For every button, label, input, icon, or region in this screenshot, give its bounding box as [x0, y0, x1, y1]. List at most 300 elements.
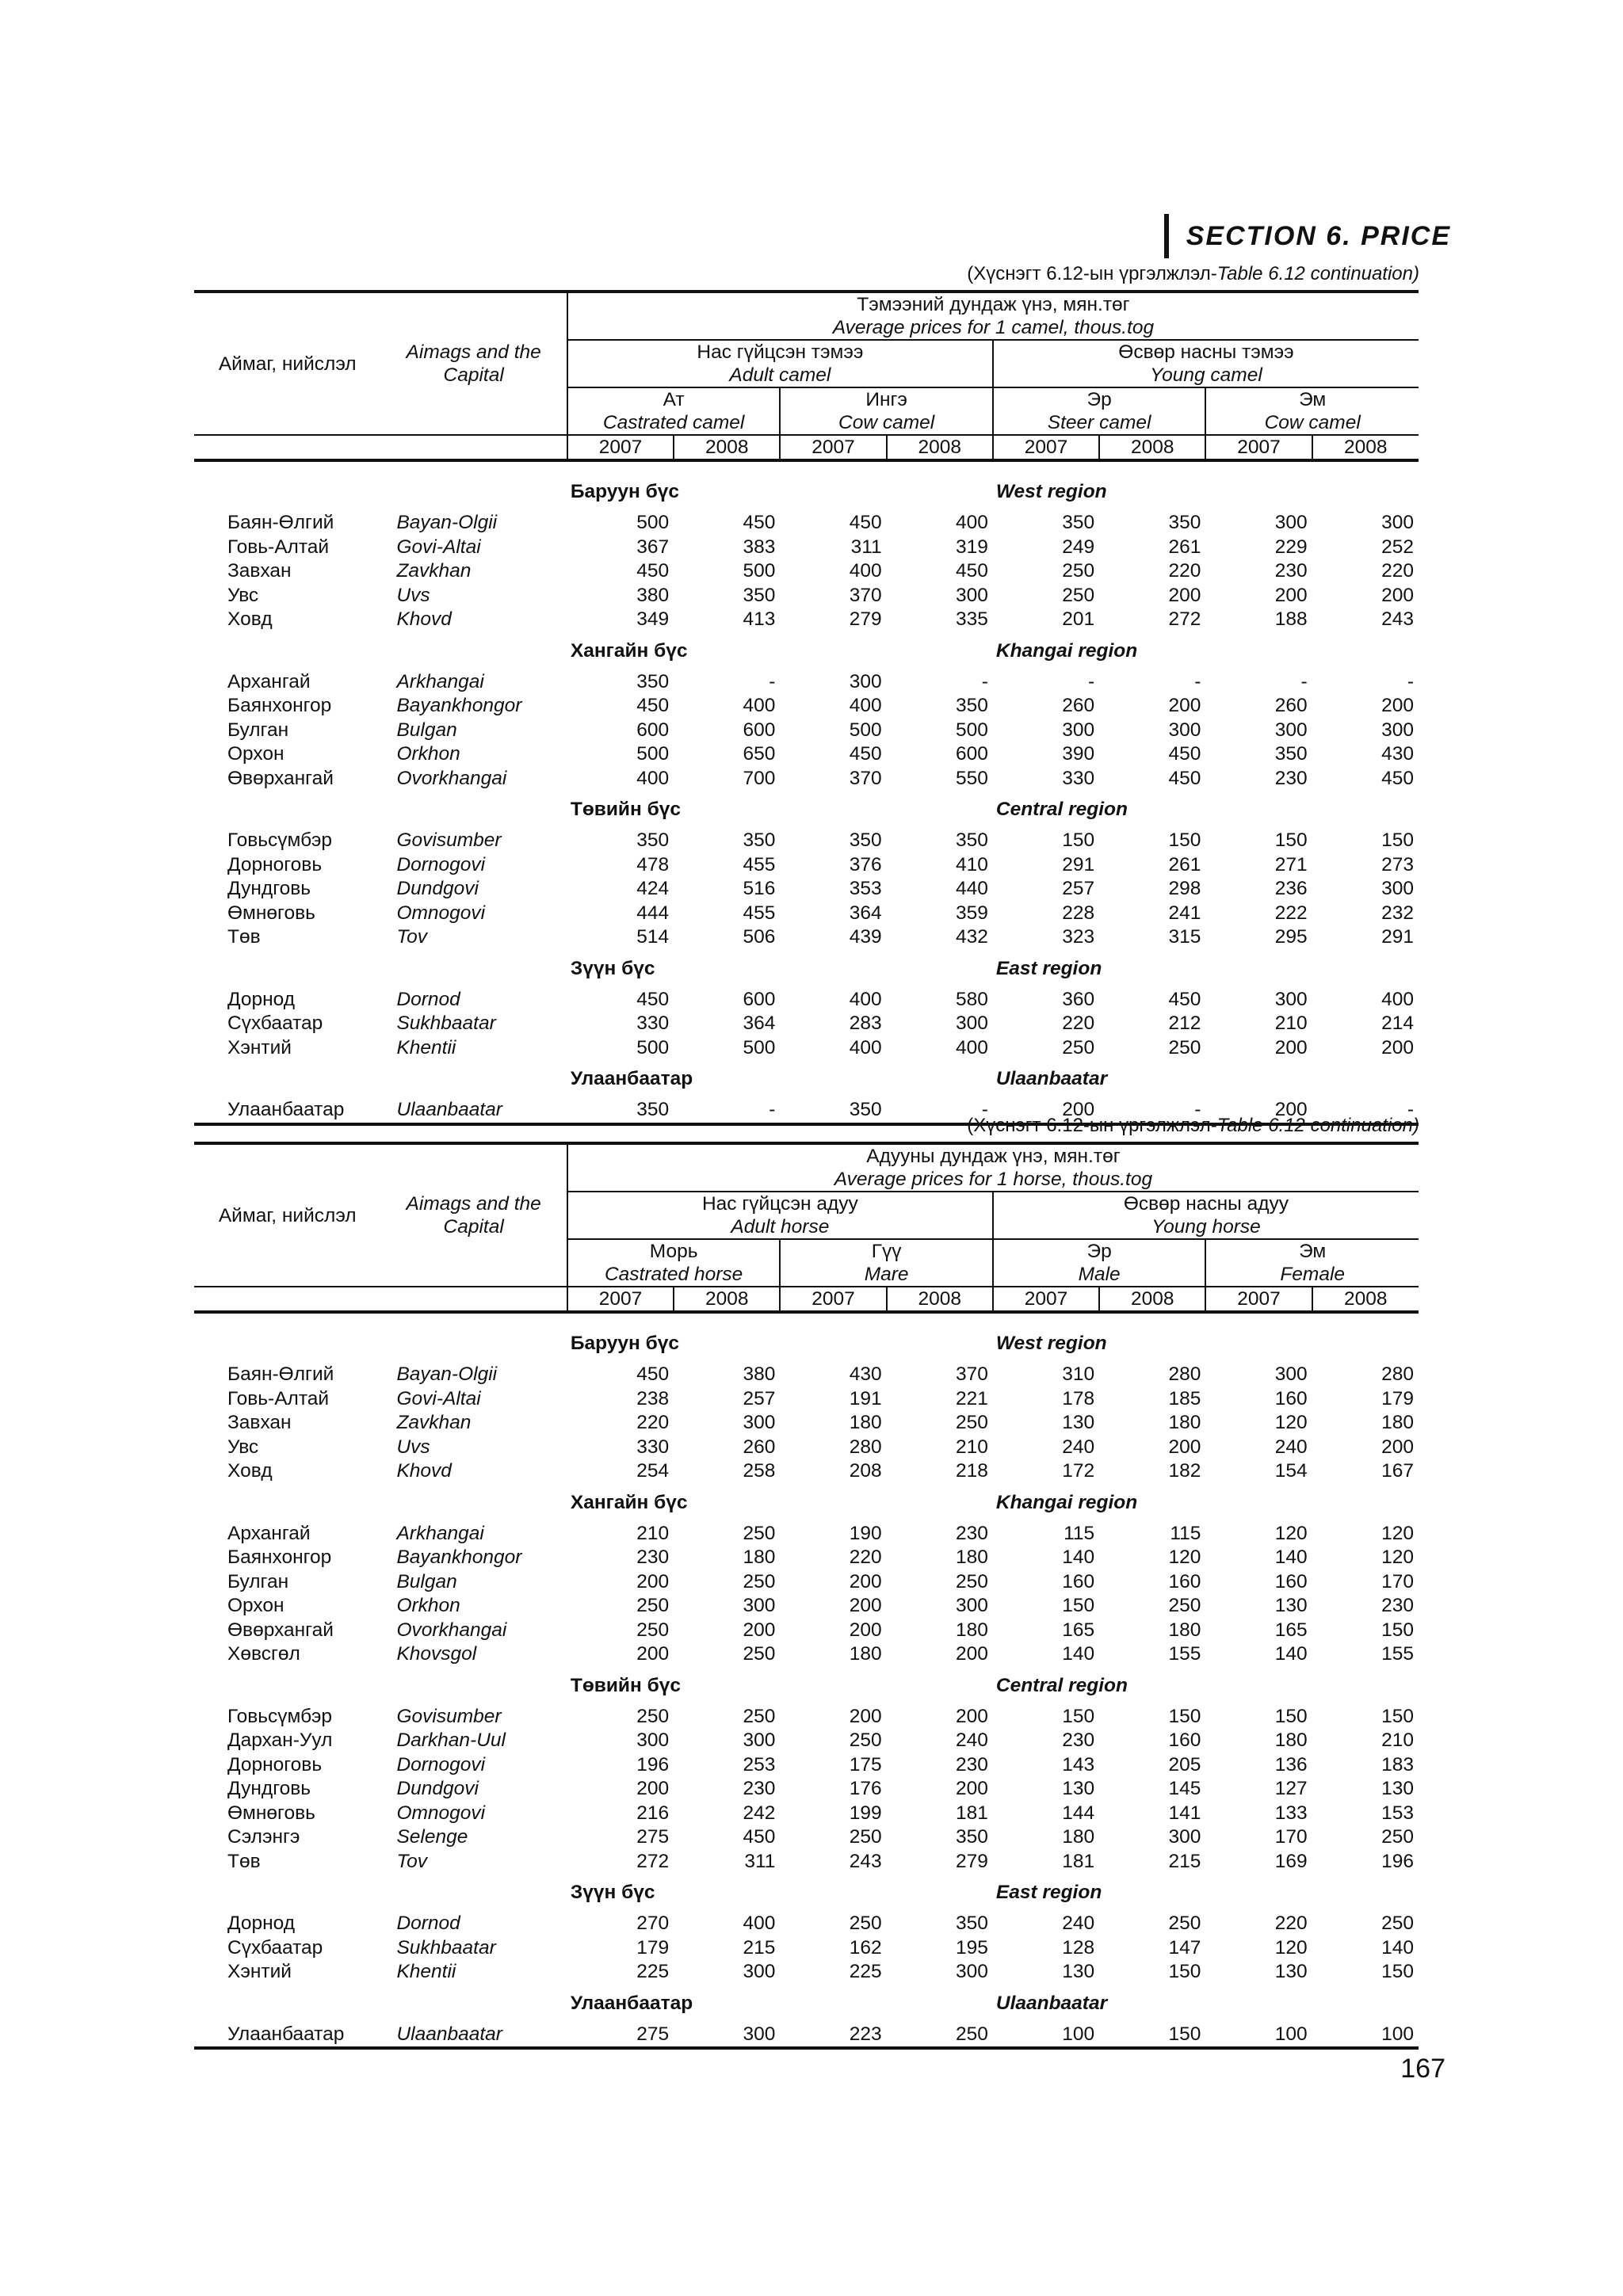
aimag-name-en: Khovsgol: [396, 1643, 477, 1665]
price-cell: -: [1312, 1098, 1419, 1124]
price-cell: 236: [1274, 878, 1308, 899]
price-cell: 310: [1062, 1363, 1095, 1385]
price-cell: 450: [955, 560, 988, 582]
price-cell: 410: [955, 853, 988, 875]
price-cell: 350: [955, 1913, 988, 1934]
price-cell: 225: [636, 1961, 670, 1982]
table-row: [194, 1619, 1419, 1643]
price-cell: 180: [955, 1547, 988, 1568]
price-cell: 253: [743, 1753, 776, 1775]
aimag-name-mn: Говь-Алтай: [227, 536, 330, 558]
year-header: 2008: [887, 435, 993, 460]
price-cell: 500: [743, 560, 776, 582]
region-row: [194, 791, 1419, 829]
price-cell: 600: [743, 988, 776, 1010]
year-header: 2008: [674, 1287, 780, 1312]
price-cell: 150: [1168, 830, 1201, 851]
sub-header-mn: Эм: [1205, 1239, 1419, 1263]
price-cell: 150: [1381, 1619, 1414, 1641]
aimag-name-mn: Увс: [227, 1436, 259, 1458]
price-cell: 550: [955, 767, 988, 789]
price-cell: 350: [1062, 512, 1095, 533]
price-cell: 150: [1274, 1705, 1308, 1727]
price-cell: 153: [1381, 1802, 1414, 1824]
price-cell: 170: [1274, 1826, 1308, 1848]
price-cell: 185: [1168, 1387, 1201, 1409]
aimag-mn-header: Аймаг, нийслэл: [194, 1143, 380, 1287]
price-cell: 450: [636, 1363, 670, 1385]
caption-mn: (Хүснэгт 6.12-ын үргэлжлэл-: [967, 263, 1217, 284]
price-cell: 200: [849, 1570, 882, 1592]
price-cell: 130: [1381, 1778, 1414, 1799]
price-cell: 291: [1381, 926, 1414, 948]
price-cell: 280: [1381, 1363, 1414, 1385]
aimag-name-mn: Говьсүмбэр: [227, 1705, 332, 1727]
price-cell: -: [887, 1098, 993, 1124]
aimag-name-en: Orkhon: [396, 1595, 460, 1616]
price-cell: 199: [849, 1802, 882, 1824]
aimag-name-en: Uvs: [396, 584, 430, 606]
aimag-name-en: Ulaanbaatar: [380, 2023, 567, 2049]
year-header: 2007: [1205, 435, 1312, 460]
price-cell: 275: [636, 1826, 670, 1848]
price-cell: 240: [1274, 1436, 1308, 1458]
price-cell: 215: [1168, 1850, 1201, 1872]
price-cell: 188: [1274, 608, 1308, 630]
aimag-name-mn: Завхан: [227, 560, 292, 582]
region-name-mn: Зүүн бүс: [570, 1882, 655, 1903]
price-cell: 300: [955, 1013, 988, 1034]
price-cell: 260: [743, 1436, 776, 1458]
aimag-name-mn: Баянхонгор: [227, 695, 332, 716]
price-cell: 155: [1381, 1643, 1414, 1665]
price-cell: 275: [567, 2023, 674, 2049]
price-cell: 250: [955, 1412, 988, 1433]
price-cell: 222: [1274, 902, 1308, 924]
price-cell: 250: [1381, 1826, 1414, 1848]
price-cell: 229: [1274, 536, 1308, 558]
price-cell: 165: [1274, 1619, 1308, 1641]
price-cell: -: [1407, 670, 1414, 692]
price-cell: 100: [1205, 2023, 1312, 2049]
price-cell: 260: [1062, 695, 1095, 716]
table-row: [194, 1459, 1419, 1484]
price-cell: 273: [1381, 853, 1414, 875]
price-cell: 220: [1274, 1913, 1308, 1934]
aimag-name-en: Govisumber: [396, 1705, 502, 1727]
sub-header-mn: Ингэ: [780, 387, 993, 411]
aimag-name-en: Khentii: [396, 1961, 456, 1982]
table-row: [194, 608, 1419, 632]
table-row: [194, 2023, 1419, 2049]
price-cell: 220: [849, 1547, 882, 1568]
price-cell: 440: [955, 878, 988, 899]
price-cell: 230: [743, 1778, 776, 1799]
group-young-en: Young camel: [993, 364, 1419, 387]
price-cell: 180: [743, 1547, 776, 1568]
aimag-name-mn: Булган: [227, 719, 289, 741]
aimag-name-mn: Говь-Алтай: [227, 1387, 330, 1409]
table-row: [194, 853, 1419, 878]
table-row: [194, 536, 1419, 560]
price-cell: 130: [1062, 1412, 1095, 1433]
price-cell: 100: [993, 2023, 1099, 2049]
region-name-en: East region: [995, 957, 1102, 979]
price-cell: 240: [1062, 1913, 1095, 1934]
price-cell: 514: [636, 926, 670, 948]
price-cell: 243: [849, 1850, 882, 1872]
price-cell: 300: [1381, 878, 1414, 899]
price-cell: 218: [955, 1460, 988, 1482]
price-cell: 300: [1381, 719, 1414, 741]
aimag-name-mn: Ховд: [227, 608, 273, 630]
price-cell: 179: [636, 1936, 670, 1958]
price-cell: 400: [955, 1036, 988, 1058]
aimag-name-mn: Дорнод: [227, 1913, 296, 1934]
price-cell: 150: [1381, 830, 1414, 851]
price-cell: 400: [849, 695, 882, 716]
price-cell: 228: [1062, 902, 1095, 924]
aimag-name-mn: Завхан: [227, 1412, 292, 1433]
aimag-name-en: Zavkhan: [396, 1412, 472, 1433]
aimag-name-en: Bayankhongor: [396, 1547, 522, 1568]
price-cell: 130: [1274, 1961, 1308, 1982]
year-header: 2007: [993, 435, 1099, 460]
year-header: 2008: [1099, 435, 1205, 460]
price-cell: 250: [1062, 1036, 1095, 1058]
table-caption-2: [967, 1115, 1419, 1137]
price-cell: 180: [1381, 1412, 1414, 1433]
price-cell: 201: [1062, 608, 1095, 630]
region-row: [194, 1985, 1419, 2023]
table-row: [194, 511, 1419, 536]
price-cell: 430: [849, 1363, 882, 1385]
price-cell: 500: [955, 719, 988, 741]
title-mn: Адууны дундаж үнэ, мян.төг: [567, 1143, 1419, 1168]
price-cell: 258: [743, 1460, 776, 1482]
table-row: [194, 1850, 1419, 1875]
aimag-name-en: Ulaanbaatar: [380, 1098, 567, 1124]
price-cell: 140: [1062, 1643, 1095, 1665]
price-cell: 200: [1168, 584, 1201, 606]
price-cell: 359: [955, 902, 988, 924]
price-cell: 250: [849, 1826, 882, 1848]
title-en: Average prices for 1 horse, thous.tog: [567, 1168, 1419, 1192]
price-cell: 130: [1062, 1778, 1095, 1799]
table-row: [194, 1753, 1419, 1778]
price-cell: 154: [1274, 1460, 1308, 1482]
price-cell: 250: [636, 1705, 670, 1727]
price-cell: 141: [1168, 1802, 1201, 1824]
aimag-name-mn: Дундговь: [227, 1778, 311, 1799]
price-cell: 300: [674, 2023, 780, 2049]
region-row: [194, 1667, 1419, 1705]
price-cell: 128: [1062, 1936, 1095, 1958]
price-cell: 600: [743, 719, 776, 741]
price-cell: 380: [743, 1363, 776, 1385]
price-cell: 220: [636, 1412, 670, 1433]
aimag-name-mn: Төв: [227, 926, 261, 948]
price-cell: 280: [1168, 1363, 1201, 1385]
sub-header-en: Mare: [780, 1263, 993, 1287]
price-cell: 250: [743, 1570, 776, 1592]
table-row: [194, 742, 1419, 767]
sub-header-en: Castrated horse: [567, 1263, 781, 1287]
price-cell: 279: [849, 608, 882, 630]
price-cell: 350: [955, 695, 988, 716]
year-header: 2008: [1099, 1287, 1205, 1312]
price-cell: -: [1194, 670, 1201, 692]
aimag-name-en: Bayan-Olgii: [396, 512, 498, 533]
price-cell: 200: [636, 1570, 670, 1592]
aimag-name-en: Bulgan: [396, 1570, 457, 1592]
price-cell: 181: [1062, 1850, 1095, 1872]
price-cell: 250: [1168, 1595, 1201, 1616]
price-cell: 257: [1062, 878, 1095, 899]
region-name-en: West region: [995, 1333, 1107, 1354]
year-header: 2008: [674, 435, 780, 460]
price-cell: 230: [636, 1547, 670, 1568]
price-cell: 220: [1381, 560, 1414, 582]
year-header: 2007: [780, 1287, 886, 1312]
price-cell: 195: [955, 1936, 988, 1958]
price-cell: 210: [955, 1436, 988, 1458]
price-cell: 230: [955, 1753, 988, 1775]
aimag-name-en: Darkhan-Uul: [396, 1730, 506, 1751]
price-cell: 200: [636, 1643, 670, 1665]
price-cell: 250: [743, 1705, 776, 1727]
year-header: 2008: [887, 1287, 993, 1312]
price-cell: 257: [743, 1387, 776, 1409]
price-cell: 413: [743, 608, 776, 630]
price-cell: 506: [743, 926, 776, 948]
price-cell: 196: [636, 1753, 670, 1775]
sub-header-en: Castrated camel: [567, 411, 781, 435]
price-cell: 120: [1381, 1522, 1414, 1544]
price-cell: -: [981, 670, 988, 692]
price-cell: 300: [1274, 719, 1308, 741]
price-cell: 120: [1274, 1936, 1308, 1958]
aimag-name-en: Bayankhongor: [396, 695, 522, 716]
price-cell: 200: [955, 1778, 988, 1799]
aimag-name-mn: Хөвсгөл: [227, 1643, 300, 1665]
price-cell: 190: [849, 1522, 882, 1544]
aimag-name-en: Khovd: [396, 608, 452, 630]
price-cell: 180: [1274, 1730, 1308, 1751]
price-cell: 400: [849, 560, 882, 582]
price-cell: 500: [636, 512, 670, 533]
price-cell: 300: [955, 584, 988, 606]
aimag-name-en: Sukhbaatar: [396, 1936, 496, 1958]
price-cell: 200: [1274, 1036, 1308, 1058]
price-cell: 240: [1062, 1436, 1095, 1458]
aimag-name-mn: Сүхбаатар: [227, 1936, 323, 1958]
price-cell: 516: [743, 878, 776, 899]
aimag-name-mn: Сүхбаатар: [227, 1013, 323, 1034]
price-cell: 350: [1168, 512, 1201, 533]
price-cell: 169: [1274, 1850, 1308, 1872]
aimag-name-mn: Улаанбаатар: [194, 2023, 380, 2049]
region-name-mn: Зүүн бүс: [570, 957, 655, 979]
price-cell: 145: [1168, 1778, 1201, 1799]
price-cell: 349: [636, 608, 670, 630]
price-cell: 250: [636, 1619, 670, 1641]
price-cell: 298: [1168, 878, 1201, 899]
price-cell: 150: [1381, 1705, 1414, 1727]
aimag-name-en: Govi-Altai: [396, 536, 481, 558]
group-young-en: Young horse: [993, 1215, 1419, 1239]
aimag-name-en: Dornogovi: [396, 853, 486, 875]
price-cell: 350: [636, 830, 670, 851]
price-cell: 100: [1312, 2023, 1419, 2049]
aimag-name-mn: Улаанбаатар: [194, 1098, 380, 1124]
table-row: [194, 1411, 1419, 1436]
table-row: [194, 1777, 1419, 1802]
price-cell: 350: [743, 830, 776, 851]
price-cell: 455: [743, 902, 776, 924]
price-cell: 150: [1062, 830, 1095, 851]
price-cell: 230: [1274, 767, 1308, 789]
price-cell: 450: [636, 560, 670, 582]
price-cell: 450: [743, 1826, 776, 1848]
price-cell: 210: [1274, 1013, 1308, 1034]
aimag-name-en: Govisumber: [396, 830, 502, 851]
price-cell: 271: [1274, 853, 1308, 875]
sub-header-en: Steer camel: [993, 411, 1206, 435]
price-cell: 279: [955, 1850, 988, 1872]
price-cell: 272: [1168, 608, 1201, 630]
section-header: [1164, 214, 1451, 258]
header-bar: [1164, 214, 1169, 258]
aimag-name-mn: Увс: [227, 584, 259, 606]
price-cell: 439: [849, 926, 882, 948]
year-header: 2007: [567, 1287, 674, 1312]
aimag-name-mn: Архангай: [227, 1522, 311, 1544]
price-cell: 450: [1381, 767, 1414, 789]
aimag-name-en: Dornogovi: [396, 1753, 486, 1775]
region-row: [194, 1484, 1419, 1522]
aimag-name-mn: Орхон: [227, 1595, 285, 1616]
sub-header-mn: Эм: [1205, 387, 1419, 411]
price-cell: 180: [1062, 1826, 1095, 1848]
sub-header-mn: Эр: [993, 1239, 1206, 1263]
year-header: 2007: [780, 435, 886, 460]
aimag-name-en: Orkhon: [396, 743, 460, 765]
price-cell: 350: [955, 830, 988, 851]
price-cell: 243: [1381, 608, 1414, 630]
table-row: [194, 1363, 1419, 1387]
price-cell: 300: [1274, 1363, 1308, 1385]
aimag-name-en: Tov: [396, 1850, 428, 1872]
sub-header-mn: Гүү: [780, 1239, 993, 1263]
table-row: [194, 1729, 1419, 1753]
price-cell: 254: [636, 1460, 670, 1482]
price-cell: 170: [1381, 1570, 1414, 1592]
price-cell: 200: [1168, 695, 1201, 716]
price-cell: 215: [743, 1936, 776, 1958]
price-cell: 380: [636, 584, 670, 606]
price-cell: 291: [1062, 853, 1095, 875]
price-cell: 580: [955, 988, 988, 1010]
price-cell: 350: [636, 670, 670, 692]
price-cell: 295: [1274, 926, 1308, 948]
price-cell: 311: [850, 536, 882, 558]
aimag-name-en: Sukhbaatar: [396, 1013, 496, 1034]
aimag-name-mn: Өвөрхангай: [227, 767, 334, 789]
table-row: [194, 829, 1419, 853]
price-cell: 155: [1168, 1643, 1201, 1665]
aimag-name-mn: Архангай: [227, 670, 311, 692]
price-cell: 179: [1381, 1387, 1414, 1409]
price-cell: 147: [1168, 1936, 1201, 1958]
aimag-name-en: Khentii: [396, 1036, 456, 1058]
aimag-en-header: Aimags and the Capital: [380, 1143, 567, 1287]
price-cell: 115: [1170, 1522, 1201, 1544]
price-cell: 144: [1062, 1802, 1095, 1824]
price-cell: 500: [636, 743, 670, 765]
price-cell: 300: [743, 1412, 776, 1433]
region-name-en: Khangai region: [995, 639, 1138, 662]
price-cell: 150: [1062, 1595, 1095, 1616]
price-cell: 300: [1062, 719, 1095, 741]
price-cell: 127: [1274, 1778, 1308, 1799]
region-row: [194, 1325, 1419, 1363]
price-cell: 390: [1062, 743, 1095, 765]
price-cell: 250: [743, 1522, 776, 1544]
aimag-en-header: Aimags and the Capital: [380, 292, 567, 435]
title-en: Average prices for 1 camel, thous.tog: [567, 316, 1419, 340]
region-name-mn: Хангайн бүс: [570, 639, 688, 662]
price-cell: 350: [849, 830, 882, 851]
aimag-mn-header: Аймаг, нийслэл: [194, 292, 380, 435]
price-cell: 200: [849, 1619, 882, 1641]
table-row: [194, 988, 1419, 1013]
price-cell: 230: [1062, 1730, 1095, 1751]
price-cell: 232: [1381, 902, 1414, 924]
aimag-name-en: Ovorkhangai: [396, 767, 507, 789]
price-cell: 330: [636, 1436, 670, 1458]
region-name-en: West region: [995, 481, 1107, 502]
price-cell: 200: [1168, 1436, 1201, 1458]
price-cell: 200: [1381, 584, 1414, 606]
camel-price-table: [194, 290, 1419, 1126]
price-cell: 432: [955, 926, 988, 948]
price-cell: 450: [743, 512, 776, 533]
region-name-en: Central region: [995, 1674, 1128, 1696]
price-cell: 400: [1381, 988, 1414, 1010]
region-name-en: Central region: [995, 799, 1128, 820]
price-cell: 160: [1168, 1570, 1201, 1592]
year-header: 2008: [1312, 1287, 1419, 1312]
price-cell: 280: [849, 1436, 882, 1458]
price-cell: 230: [1274, 560, 1308, 582]
price-cell: 150: [1062, 1705, 1095, 1727]
price-cell: 191: [849, 1387, 882, 1409]
price-cell: 478: [636, 853, 670, 875]
price-cell: 250: [955, 1570, 988, 1592]
price-cell: -: [674, 1098, 780, 1124]
price-cell: 370: [849, 584, 882, 606]
price-cell: 300: [955, 1961, 988, 1982]
sub-header-mn: Ат: [567, 387, 781, 411]
region-name-en: East region: [995, 1882, 1102, 1903]
price-cell: 323: [1062, 926, 1095, 948]
price-cell: 196: [1381, 1850, 1414, 1872]
price-cell: 210: [1381, 1730, 1414, 1751]
region-name-en: Ulaanbaatar: [995, 1068, 1108, 1089]
price-cell: -: [1099, 1098, 1205, 1124]
horse-price-table-block: [194, 1142, 1419, 2050]
